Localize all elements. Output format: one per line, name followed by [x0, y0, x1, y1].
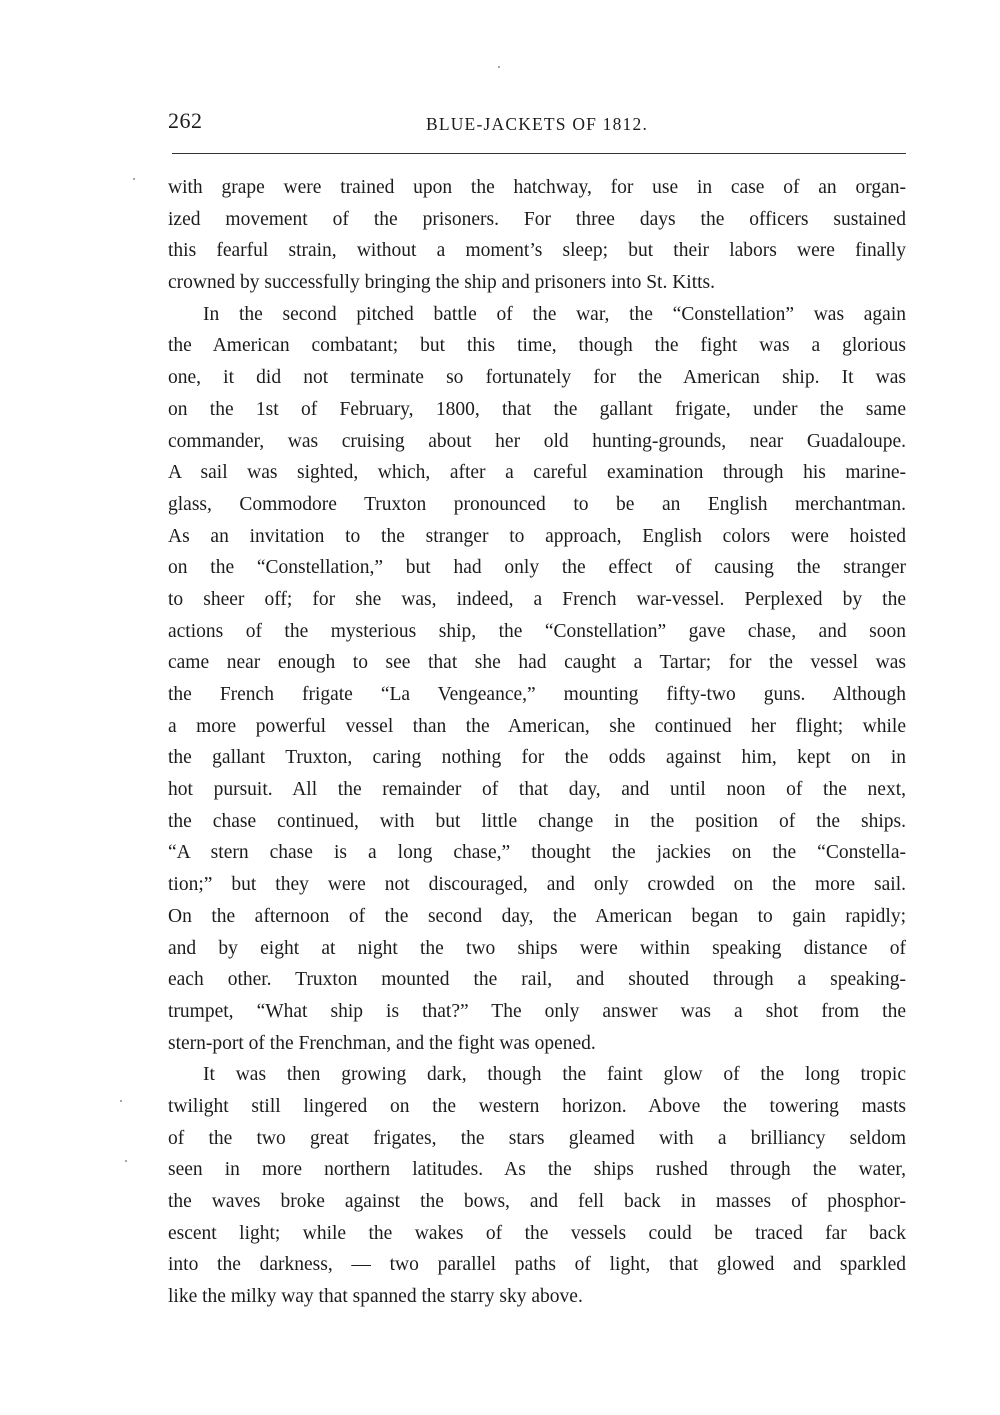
- text-line: In the second pitched battle of the war, the “Constellation” was again: [203, 303, 906, 325]
- text-line: each other. Truxton mounted the rail, and shouted through a speaking-: [168, 969, 906, 991]
- text-line: into the darkness, — two parallel paths of light, that glowed and sparkled: [168, 1254, 906, 1276]
- text-line: stern-port of the Frenchman, and the fight was opened.: [168, 1032, 596, 1054]
- text-line: and by eight at night the two ships were within speaking distance of: [168, 937, 906, 959]
- text-line: It was then growing dark, though the faint glow of the long tropic: [203, 1064, 906, 1086]
- body-text: [168, 172, 906, 1313]
- text-line: on the 1st of February, 1800, that the gallant frigate, under the same: [168, 398, 906, 420]
- text-line: commander, was cruising about her old hunting-grounds, near Guadaloupe.: [168, 430, 906, 452]
- text-line: the gallant Truxton, caring nothing for the odds against him, kept on in: [168, 747, 906, 769]
- text-line: actions of the mysterious ship, the “Constellation” gave chase, and soon: [168, 620, 906, 642]
- scan-speck: [133, 178, 135, 180]
- text-line: the American combatant; but this time, though the fight was a glorious: [168, 335, 906, 357]
- text-line: this fearful strain, without a moment’s sleep; but their labors were finally: [168, 240, 906, 262]
- page-header: [168, 108, 906, 140]
- page-number: 262: [168, 108, 203, 133]
- text-line: tion;” but they were not discouraged, and only crowded on the more sail.: [168, 874, 906, 896]
- paragraph: [168, 172, 906, 299]
- text-line: the French frigate “La Vengeance,” mounting fifty-two guns. Although: [168, 684, 906, 705]
- text-line: to sheer off; for she was, indeed, a French war-vessel. Perplexed by the: [168, 588, 906, 610]
- text-line: with grape were trained upon the hatchway, for use in case of an organ-: [168, 177, 906, 198]
- running-title: BLUE-JACKETS OF 1812.: [425, 114, 649, 134]
- scan-speck: [125, 1160, 127, 1162]
- text-line: like the milky way that spanned the starry sky above.: [168, 1286, 583, 1308]
- text-line: of the two great frigates, the stars gleamed with a brilliancy seldom: [168, 1127, 906, 1149]
- text-line: seen in more northern latitudes. As the ships rushed through the water,: [168, 1159, 906, 1181]
- text-line: trumpet, “What ship is that?” The only answer was a shot from the: [168, 1000, 906, 1022]
- text-line: As an invitation to the stranger to approach, English colors were hoisted: [168, 525, 906, 547]
- header-rule: [172, 153, 906, 154]
- paragraph: [168, 299, 906, 1060]
- text-line: On the afternoon of the second day, the American began to gain rapidly;: [168, 905, 906, 927]
- text-line: A sail was sighted, which, after a careful examination through his marine-: [168, 462, 906, 484]
- text-line: glass, Commodore Truxton pronounced to be an English merchantman.: [168, 493, 906, 515]
- text-line: “A stern chase is a long chase,” thought the jackies on the “Constella-: [168, 842, 906, 864]
- scan-speck: [498, 66, 500, 68]
- scan-speck: [120, 1100, 122, 1102]
- text-line: came near enough to see that she had caught a Tartar; for the vessel was: [168, 652, 906, 674]
- paragraph: [168, 1059, 906, 1313]
- text-line: escent light; while the wakes of the vessels could be traced far back: [168, 1222, 906, 1244]
- text-line: a more powerful vessel than the American, she continued her flight; while: [168, 715, 906, 737]
- text-line: one, it did not terminate so fortunately for the American ship. It was: [168, 367, 906, 389]
- text-line: on the “Constellation,” but had only the effect of causing the stranger: [168, 557, 906, 579]
- text-line: ized movement of the prisoners. For three days the officers sustained: [168, 208, 906, 230]
- text-line: the waves broke against the bows, and fell back in masses of phosphor-: [168, 1191, 906, 1212]
- text-line: crowned by successfully bringing the ship and prisoners into St. Kitts.: [168, 272, 716, 294]
- text-line: the chase continued, with but little change in the position of the ships.: [168, 810, 906, 832]
- text-line: twilight still lingered on the western horizon. Above the towering masts: [168, 1095, 906, 1117]
- text-line: hot pursuit. All the remainder of that day, and until noon of the next,: [168, 779, 906, 801]
